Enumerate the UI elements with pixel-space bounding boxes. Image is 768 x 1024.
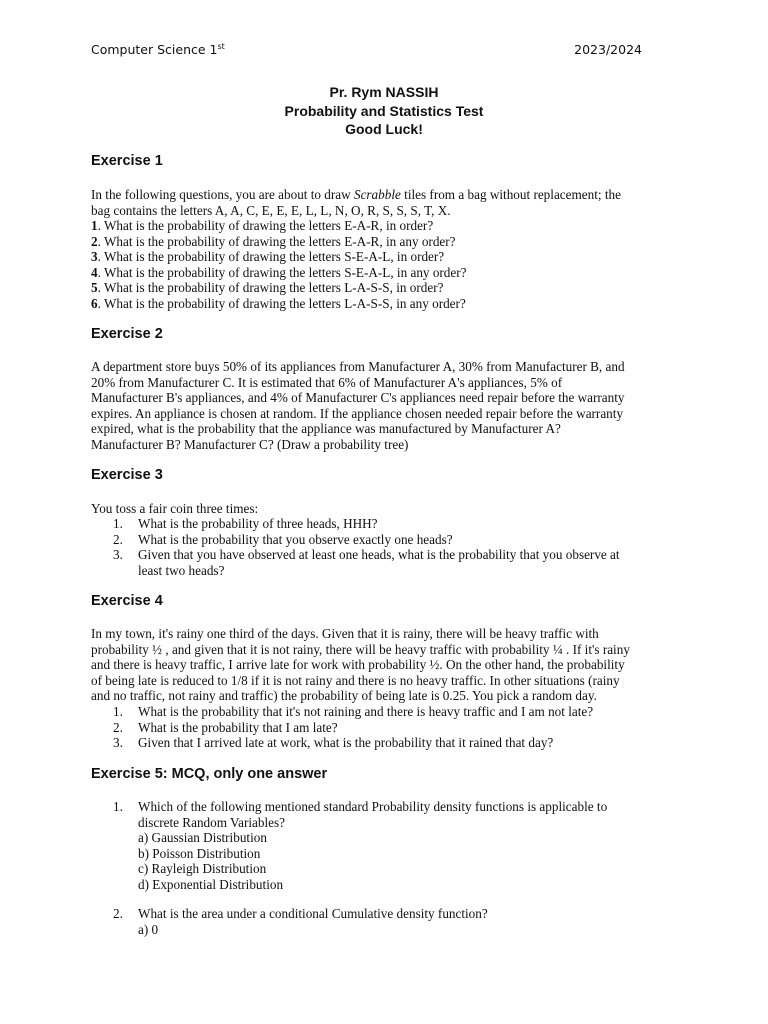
exercise-1-intro xyxy=(91,187,691,203)
question-number: 1. xyxy=(113,799,123,814)
question-item xyxy=(113,516,693,532)
question-number: 3 xyxy=(91,249,98,264)
question-item xyxy=(91,249,691,265)
paragraph-line: Manufacturer B? Manufacturer C? (Draw a probability tree) xyxy=(91,436,409,452)
question-number: 4 xyxy=(91,264,98,280)
paragraph-line: 20% from Manufacturer C. It is estimated that 6% of Manufacturer A's appliances, 5% of xyxy=(91,374,563,390)
question-number: 2. xyxy=(113,531,123,547)
question-number: 1. xyxy=(113,516,123,531)
question-item xyxy=(113,547,693,578)
course-label: Computer Science 1 xyxy=(91,42,218,58)
header-course xyxy=(91,42,225,57)
exercise-3-intro xyxy=(91,501,691,517)
good-luck-line: Good Luck! xyxy=(345,121,423,137)
question-text: . What is the probability of drawing the letters E-A-R, in any order? xyxy=(97,233,456,249)
question-number: 2. xyxy=(113,719,123,735)
exercise-2-body xyxy=(91,359,681,453)
question-text: What is the probability of three heads, HHH? xyxy=(138,516,378,531)
mcq-option: b) Poisson Distribution xyxy=(138,845,261,861)
question-text: . What is the probability of drawing the letters S-E-A-L, in order? xyxy=(97,249,445,264)
intro-text-b: tiles from a bag without replacement; the xyxy=(400,187,621,202)
exercise-4-heading: Exercise 4 xyxy=(91,593,163,609)
mcq-question-2 xyxy=(113,906,693,937)
question-text: What is the probability that it's not raining and there is heavy traffic and I am not late? xyxy=(138,704,594,719)
mcq-option: a) Gaussian Distribution xyxy=(138,830,267,846)
exercise-3-heading: Exercise 3 xyxy=(91,467,163,483)
course-superscript: st xyxy=(217,42,225,51)
exercise-1-heading: Exercise 1 xyxy=(91,153,163,169)
question-text: Given that I arrived late at work, what is the probability that it rained that day? xyxy=(138,735,554,751)
question-text: Which of the following mentioned standard Probability density functions is applicable to xyxy=(138,799,608,814)
exercise-1-body xyxy=(91,187,691,311)
intro-text-a: In the following questions, you are about to draw xyxy=(91,187,354,202)
test-title: Probability and Statistics Test xyxy=(284,103,484,119)
question-item xyxy=(113,532,693,548)
paragraph-line: expires. An appliance is chosen at random. If the appliance chosen needed repair before the warranty xyxy=(91,405,624,421)
question-text: What is the area under a conditional Cumulative density function? xyxy=(138,906,488,921)
question-number: 2 xyxy=(91,233,98,249)
question-item xyxy=(113,704,693,720)
question-item xyxy=(113,735,693,751)
question-text: . What is the probability of drawing the letters S-E-A-L, in any order? xyxy=(97,264,467,280)
question-text-continued: discrete Random Variables? xyxy=(138,814,285,830)
question-item xyxy=(91,234,691,250)
paragraph-line: A department store buys 50% of its appliances from Manufacturer A, 30% from Manufacturer B, and xyxy=(91,359,625,374)
paragraph-line: expired, what is the probability that the appliance was manufactured by Manufacturer A? xyxy=(91,421,561,437)
question-item xyxy=(113,799,693,893)
question-item xyxy=(91,280,691,296)
mcq-option: a) 0 xyxy=(138,921,159,937)
question-text: What is the probability that I am late? xyxy=(138,719,338,735)
question-number: 3. xyxy=(113,735,123,751)
exercise-3-questions xyxy=(113,516,693,578)
paragraph-line: Manufacturer B's appliances, and 4% of Manufacturer C's appliances need repair before the warranty xyxy=(91,390,625,406)
question-item xyxy=(113,720,693,736)
professor-name: Pr. Rym NASSIH xyxy=(329,84,439,100)
question-text: . What is the probability of drawing the letters L-A-S-S, in order? xyxy=(97,280,444,295)
question-item xyxy=(91,265,691,281)
mcq-question-1 xyxy=(113,799,693,893)
question-item xyxy=(113,906,693,937)
exercise-1-intro-line2: bag contains the letters A, A, C, E, E, E, L, L, N, O, R, S, S, S, T, X. xyxy=(91,202,451,218)
paragraph-line: In my town, it's rainy one third of the days. Given that it is rainy, there will be heavy traffic with xyxy=(91,626,599,641)
question-text: . What is the probability of drawing the letters L-A-S-S, in any order? xyxy=(97,295,466,311)
question-number: 5 xyxy=(91,280,98,295)
paragraph-line: probability ½ , and given that it is not rainy, there will be heavy traffic with probability ¼ . If it's rainy xyxy=(91,641,630,657)
paragraph-line: of being late is reduced to 1/8 if it is not rainy and there is no heavy traffic. In other situations (rainy xyxy=(91,672,620,688)
paragraph-line: and no traffic, not rainy and traffic) the probability of being late is 0.25. You pick a random day. xyxy=(91,688,597,704)
exercise-2-heading: Exercise 2 xyxy=(91,326,163,342)
question-number: 2. xyxy=(113,906,123,921)
question-text: . What is the probability of drawing the letters E-A-R, in order? xyxy=(97,218,434,233)
intro-emphasis: Scrabble xyxy=(353,187,401,202)
question-text-continued: least two heads? xyxy=(138,562,225,578)
question-number: 1 xyxy=(91,218,98,233)
question-text: What is the probability that you observe exactly one heads? xyxy=(138,531,453,547)
mcq-option: c) Rayleigh Distribution xyxy=(138,861,267,877)
question-number: 6 xyxy=(91,295,98,311)
paragraph-line: and there is heavy traffic, I arrive late for work with probability ½. On the other hand, the probability xyxy=(91,657,625,673)
header-year: 2023/2024 xyxy=(574,42,642,57)
question-item xyxy=(91,296,691,312)
exercise-3-intro-text: You toss a fair coin three times: xyxy=(91,501,259,516)
exercise-4-questions xyxy=(113,704,693,751)
exercise-5-heading: Exercise 5: MCQ, only one answer xyxy=(91,766,328,782)
mcq-option: d) Exponential Distribution xyxy=(138,876,284,892)
question-number: 3. xyxy=(113,547,123,563)
question-item xyxy=(91,218,691,234)
question-text: Given that you have observed at least one heads, what is the probability that you observe at xyxy=(138,547,620,563)
exercise-4-body xyxy=(91,626,681,704)
question-number: 1. xyxy=(113,704,123,719)
